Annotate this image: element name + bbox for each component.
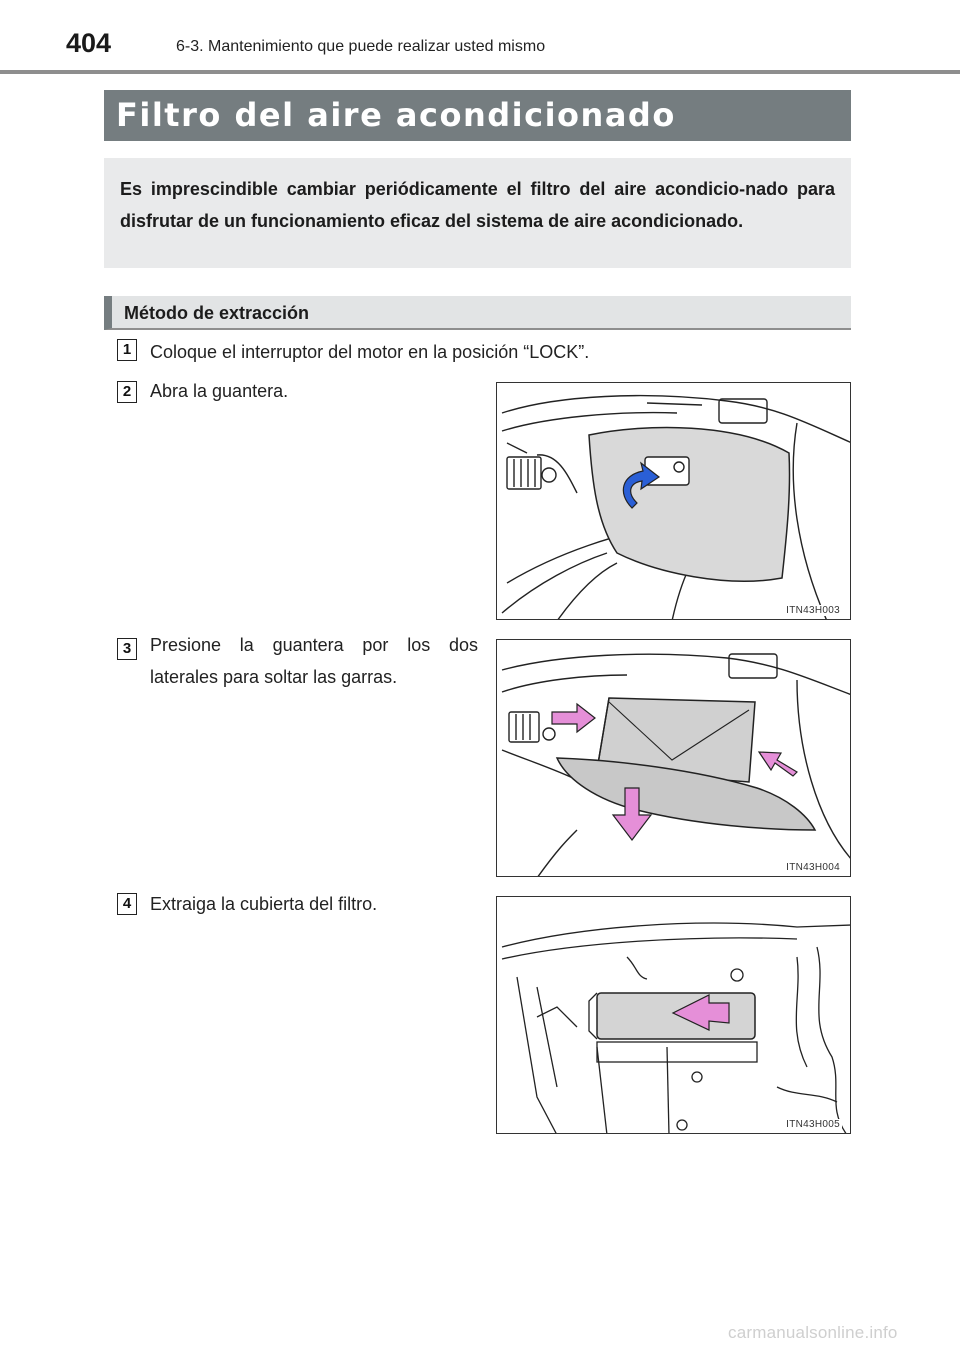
subsection-heading: Método de extracción — [104, 296, 851, 330]
figure-code-1: ITN43H003 — [786, 605, 840, 616]
watermark: carmanualsonline.info — [728, 1323, 898, 1342]
header-rule — [0, 70, 960, 74]
page-number: 404 — [66, 28, 112, 58]
running-header: 6-3. Mantenimiento que puede realizar usted mismo — [176, 38, 546, 55]
figure-code-3: ITN43H005 — [786, 1119, 840, 1130]
figure-filter-cover — [496, 896, 851, 1134]
step-text-4: Extraiga la cubierta del filtro. — [150, 894, 378, 914]
figure-glovebox-press — [496, 639, 851, 877]
step-text-3: Presione la guantera por los dos laterales para soltar las garras. — [150, 635, 478, 687]
step-number-4: 4 — [117, 893, 137, 915]
step-text-1: Coloque el interruptor del motor en la posición “LOCK”. — [150, 342, 590, 362]
step-number-1: 1 — [117, 339, 137, 361]
step-number-2: 2 — [117, 381, 137, 403]
filter-cover-illustration — [497, 897, 851, 1134]
figure-glovebox-open — [496, 382, 851, 620]
section-title: Filtro del aire acondicionado — [104, 90, 851, 141]
glovebox-illustration — [497, 383, 851, 620]
glovebox-press-illustration — [497, 640, 851, 877]
step-text-2: Abra la guantera. — [150, 381, 289, 401]
figure-code-2: ITN43H004 — [786, 862, 840, 873]
step-number-3: 3 — [117, 638, 137, 660]
intro-box: Es imprescindible cambiar periódicamente el filtro del aire acondicio-nado para disfrutar de un funcionamiento eficaz del sistema de aire acondicionado. — [104, 158, 851, 268]
